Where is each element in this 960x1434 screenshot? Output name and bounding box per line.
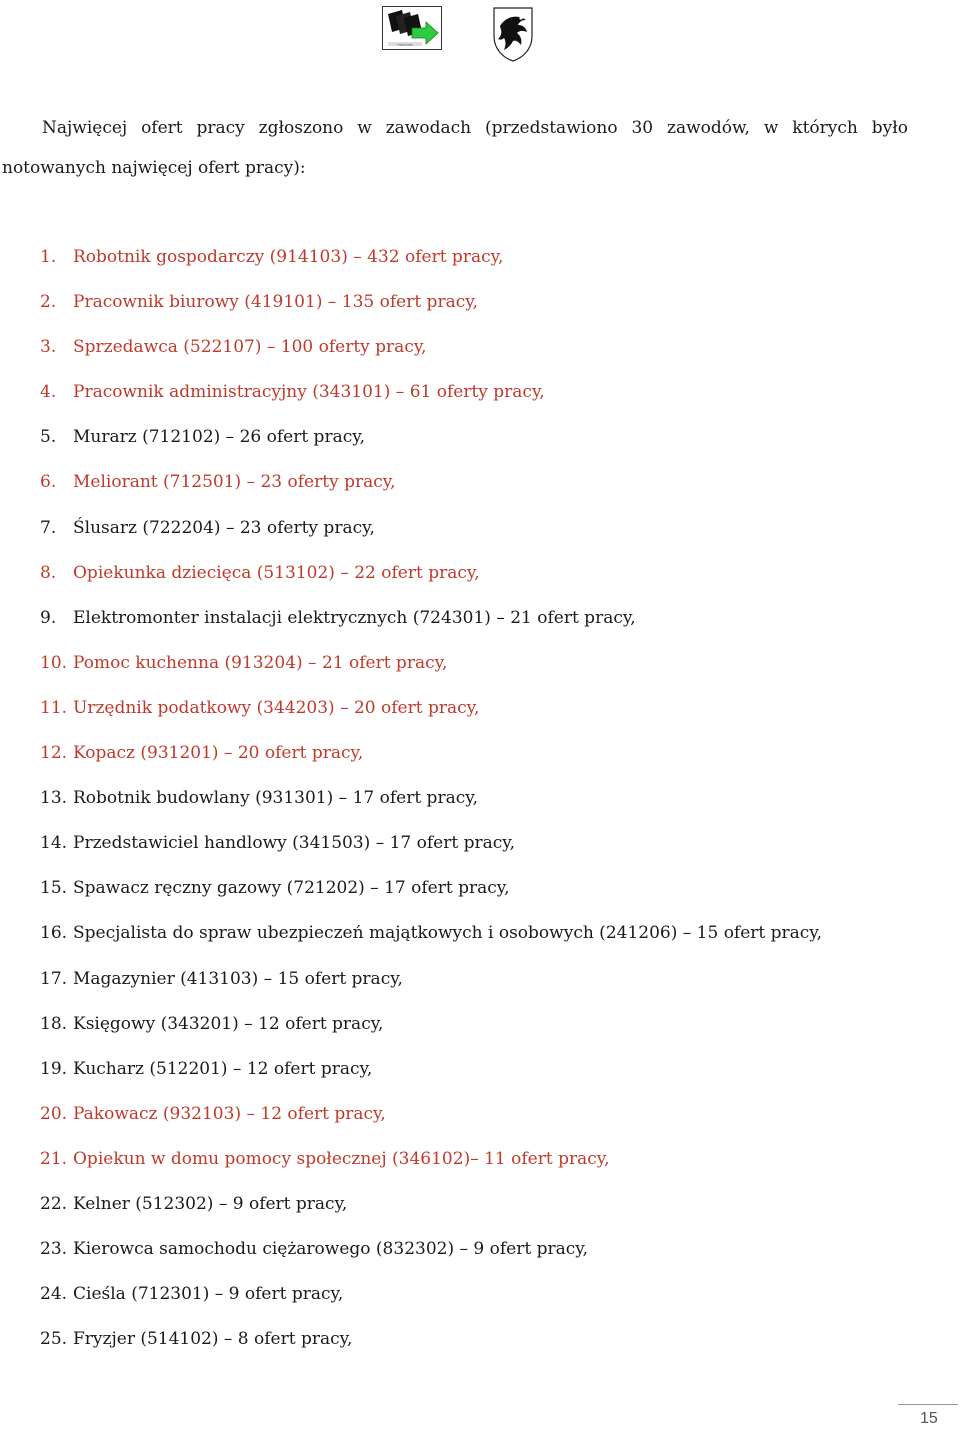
list-item-text: Pracownik biurowy (419101) – 135 ofert pracy, <box>73 292 478 313</box>
list-item-text: Kucharz (512201) – 12 ofert pracy, <box>73 1058 373 1079</box>
list-item-text: Fryzjer (514102) – 8 ofert pracy, <box>73 1329 353 1350</box>
page-number: 15 <box>920 1410 938 1427</box>
list-item-text: Kelner (512302) – 9 ofert pracy, <box>73 1193 348 1214</box>
list-item-text: Kopacz (931201) – 20 ofert pracy, <box>73 743 364 764</box>
list-item-number: 14. <box>40 833 68 854</box>
list-item-number: 5. <box>40 427 57 448</box>
list-item-number: 12. <box>40 743 68 764</box>
list-item-number: 6. <box>40 472 57 493</box>
list-item-number: 10. <box>40 652 68 673</box>
list-item-number: 25. <box>40 1329 68 1350</box>
list-item-text: Elektromonter instalacji elektrycznych (724301) – 21 ofert pracy, <box>73 607 636 628</box>
list-item-number: 18. <box>40 1013 68 1034</box>
list-item-text: Pracownik administracyjny (343101) – 61 oferty pracy, <box>73 382 545 403</box>
list-item-number: 8. <box>40 562 57 583</box>
logo-caption: urząd pracy <box>397 42 413 47</box>
list-item-text: Opiekunka dziecięca (513102) – 22 ofert pracy, <box>73 562 480 583</box>
list-item-text: Spawacz ręczny gazowy (721202) – 17 ofert pracy, <box>73 878 510 899</box>
list-item-text: Murarz (712102) – 26 ofert pracy, <box>73 427 365 448</box>
list-item-text: Przedstawiciel handlowy (341503) – 17 ofert pracy, <box>73 833 516 854</box>
list-item-text: Magazynier (413103) – 15 ofert pracy, <box>73 968 403 989</box>
list-item-number: 22. <box>40 1193 68 1214</box>
list-item-text: Ślusarz (722204) – 23 oferty pracy, <box>73 517 375 538</box>
list-item-number: 16. <box>40 923 68 944</box>
list-item-text: Urzędnik podatkowy (344203) – 20 ofert pracy, <box>73 697 480 718</box>
list-item-number: 23. <box>40 1239 68 1260</box>
intro-paragraph: Najwięcej ofert pracy zgłoszono w zawodach (przedstawiono 30 zawodów, w których było notowanych najwięcej ofert pracy): <box>2 118 908 178</box>
list-item-number: 17. <box>40 968 68 989</box>
employment-office-arrow-logo-icon <box>382 6 442 50</box>
list-item-text: Robotnik gospodarczy (914103) – 432 ofert pracy, <box>73 247 504 267</box>
list-item-number: 13. <box>40 788 68 809</box>
list-item-number: 19. <box>40 1058 68 1079</box>
list-item-number: 24. <box>40 1284 68 1305</box>
list-item-number: 3. <box>40 337 57 358</box>
list-item-number: 2. <box>40 292 57 313</box>
list-item-text: Specjalista do spraw ubezpieczeń majątkowych i osobowych (241206) – 15 ofert pracy, <box>73 923 823 944</box>
list-item-number: 11. <box>40 697 68 718</box>
list-item-text: Meliorant (712501) – 23 oferty pracy, <box>73 472 396 493</box>
list-item-text: Księgowy (343201) – 12 ofert pracy, <box>73 1013 384 1034</box>
list-item-text: Kierowca samochodu ciężarowego (832302) – 9 ofert pracy, <box>73 1239 588 1260</box>
list-item-number: 4. <box>40 382 57 403</box>
list-item-text: Robotnik budowlany (931301) – 17 ofert pracy, <box>73 788 478 809</box>
list-item-number: 7. <box>40 517 57 538</box>
list-item-number: 21. <box>40 1148 68 1169</box>
list-item-text: Cieśla (712301) – 9 ofert pracy, <box>73 1284 344 1305</box>
list-item-number: 20. <box>40 1103 68 1124</box>
header-logos <box>0 6 960 66</box>
footer-divider <box>898 1404 958 1405</box>
list-item-number: 9. <box>40 607 57 628</box>
list-item-number: 1. <box>40 247 57 267</box>
list-item-text: Pomoc kuchenna (913204) – 21 ofert pracy, <box>73 652 448 673</box>
eagle-coat-of-arms-icon <box>492 6 534 62</box>
list-item-text: Opiekun w domu pomocy społecznej (346102)– 11 ofert pracy, <box>73 1148 610 1169</box>
list-item-text: Pakowacz (932103) – 12 ofert pracy, <box>73 1103 386 1124</box>
list-item-text: Sprzedawca (522107) – 100 oferty pracy, <box>73 337 427 358</box>
list-item-number: 15. <box>40 878 68 899</box>
